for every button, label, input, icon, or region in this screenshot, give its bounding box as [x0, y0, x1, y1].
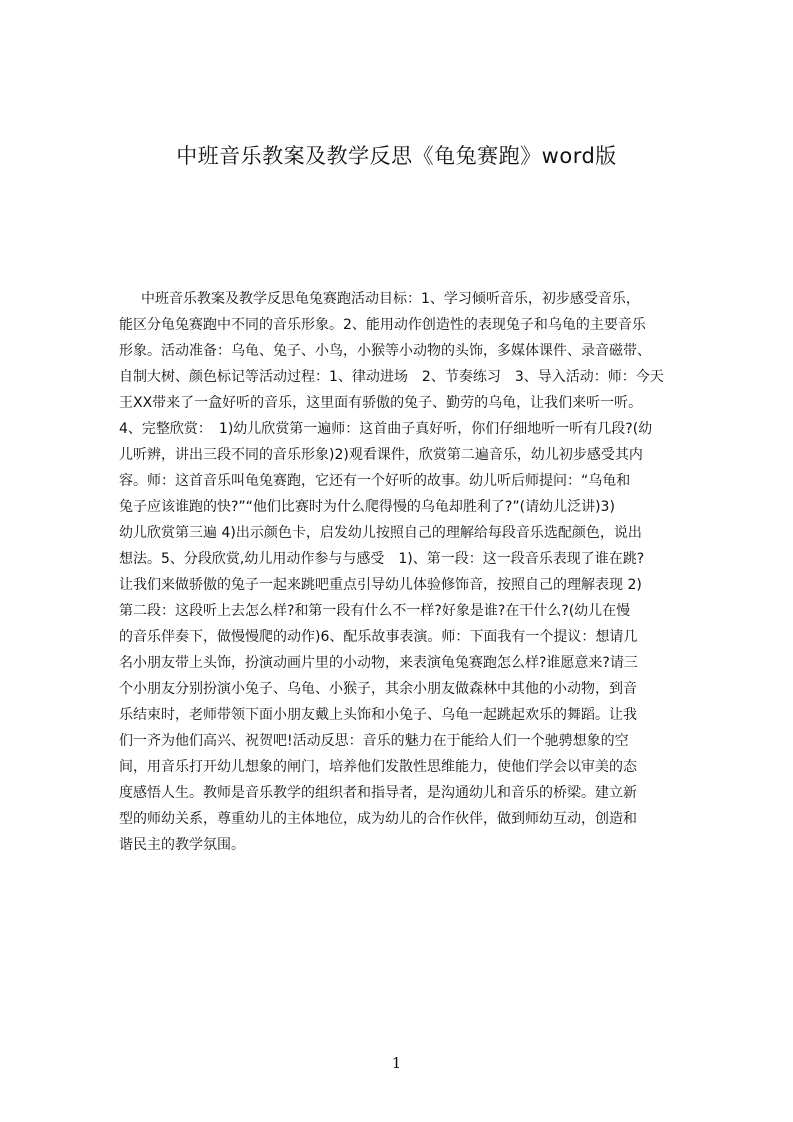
body-line: 自制大树、颜色标记等活动过程：1、律动进场 2、节奏练习 3、导入活动：师：今天	[119, 369, 664, 385]
body-line: 让我们来做骄傲的兔子一起来跳吧重点引导幼儿体验修饰音，按照自己的理解表现 2)	[119, 577, 642, 593]
document-title: 中班音乐教案及教学反思《龟兔赛跑》word版	[176, 144, 617, 168]
body-line: 能区分龟兔赛跑中不同的音乐形象。2、能用动作创造性的表现兔子和乌龟的主要音乐	[119, 317, 646, 333]
body-line: 儿听辨，讲出三段不同的音乐形象)2)观看课件，欣赏第二遍音乐，幼儿初步感受其内	[119, 447, 643, 463]
body-line: 乐结束时，老师带领下面小朋友戴上头饰和小兔子、乌龟一起跳起欢乐的舞蹈。让我	[119, 707, 637, 723]
body-line: 形象。活动准备：乌龟、兔子、小鸟，小猴等小动物的头饰，多媒体课件、录音磁带、	[119, 343, 651, 359]
body-line: 名小朋友带上头饰，扮演动画片里的小动物，来表演龟兔赛跑怎么样?谁愿意来?请三	[119, 655, 638, 671]
body-line: 们一齐为他们高兴、祝贺吧!活动反思：音乐的魅力在于能给人们一个驰骋想象的空	[119, 733, 629, 749]
body-line: 兔子应该谁跑的快?”“他们比赛时为什么爬得慢的乌龟却胜利了?”(请幼儿泛讲)3)	[119, 499, 615, 515]
body-line: 容。师：这首音乐叫龟兔赛跑，它还有一个好听的故事。幼儿听后师提问：“乌龟和	[119, 473, 631, 489]
body-line: 中班音乐教案及教学反思龟兔赛跑活动目标：1、学习倾听音乐，初步感受音乐，	[141, 291, 640, 307]
body-line: 的音乐伴奏下，做慢慢爬的动作)6、配乐故事表演。师：下面我有一个提议：想请几	[119, 629, 638, 645]
body-line: 型的师幼关系，尊重幼儿的主体地位，成为幼儿的合作伙伴，做到师幼互动，创造和	[119, 811, 637, 827]
body-line: 间，用音乐打开幼儿想象的闸门，培养他们发散性思维能力，使他们学会以审美的态	[119, 759, 637, 775]
body-line: 第二段：这段听上去怎么样?和第一段有什么不一样?好象是谁?在干什么?(幼儿在慢	[119, 603, 631, 619]
body-line: 4、完整欣赏： 1)幼儿欣赏第一遍师：这首曲子真好听，你们仔细地听一听有几段?(幼	[119, 421, 653, 437]
body-line: 王XX带来了一盒好听的音乐，这里面有骄傲的兔子、勤劳的乌龟，让我们来听一听。	[119, 395, 643, 411]
body-line: 谐民主的教学氛围。	[119, 837, 245, 853]
body-line: 个小朋友分别扮演小兔子、乌龟、小猴子，其余小朋友做森林中其他的小动物，到音	[119, 681, 637, 697]
page-number: 1	[391, 1054, 402, 1072]
document-body	[119, 286, 698, 886]
body-line: 度感悟人生。教师是音乐教学的组织者和指导者，是沟通幼儿和音乐的桥梁。建立新	[119, 785, 637, 801]
body-line: 想法。5、分段欣赏,幼儿用动作参与与感受 1)、第一段：这一段音乐表现了谁在跳?	[119, 551, 645, 567]
body-line: 幼儿欣赏第三遍 4)出示颜色卡，启发幼儿按照自己的理解给每段音乐选配颜色，说出	[119, 525, 642, 541]
